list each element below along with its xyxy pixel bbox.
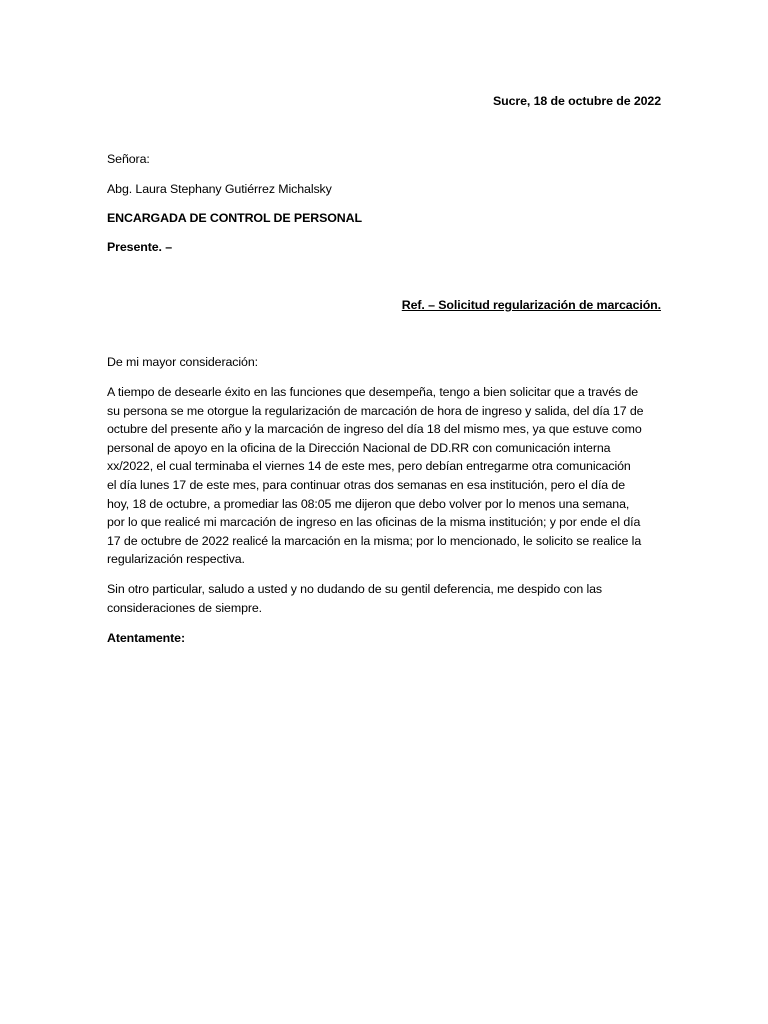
presente-line: Presente. – xyxy=(107,240,173,254)
reference-line: Ref. – Solicitud regularización de marcación. xyxy=(401,298,661,312)
body-line: A tiempo de desearle éxito en las funciones que desempeña, tengo a bien solicitar que a través de xyxy=(107,385,639,399)
closing-line: Sin otro particular, saludo a usted y no dudando de su gentil deferencia, me despido con las xyxy=(107,582,603,596)
signoff-line: Atentamente: xyxy=(107,631,185,645)
body-line: regularización respectiva. xyxy=(107,552,245,567)
body-line: octubre del presente año y la marcación de ingreso del día 18 del mismo mes, ya que estuve como xyxy=(107,422,642,437)
body-line: hoy, 18 de octubre, a promediar las 08:05 me dijeron que debo volver por lo menos una semana, xyxy=(107,496,630,511)
greeting-line: De mi mayor consideración: xyxy=(107,355,258,369)
salutation-title: Señora: xyxy=(107,152,150,166)
body-paragraph xyxy=(107,383,664,569)
closing-paragraph xyxy=(107,580,664,617)
closing-line: consideraciones de siempre. xyxy=(107,600,263,615)
body-line: su persona se me otorgue la regularización de marcación de hora de ingreso y salida, del día 17 de xyxy=(107,403,644,418)
body-line: por lo que realicé mi marcación de ingreso en las oficinas de la misma institución; y por ende el día xyxy=(107,515,641,530)
body-line: personal de apoyo en la oficina de la Dirección Nacional de DD.RR con comunicación interna xyxy=(107,440,611,455)
letter-date: Sucre, 18 de octubre de 2022 xyxy=(493,94,661,108)
recipient-name: Abg. Laura Stephany Gutiérrez Michalsky xyxy=(107,182,332,196)
body-line: el día lunes 17 de este mes, para continuar otras dos semanas en esa institución, pero el día de xyxy=(107,477,626,492)
body-line: 17 de octubre de 2022 realicé la marcación en la misma; por lo mencionado, le solicito se realice la xyxy=(107,533,642,548)
body-line: xx/2022, el cual terminaba el viernes 14 de este mes, pero debían entregarme otra comunicación xyxy=(107,459,631,474)
recipient-position: ENCARGADA DE CONTROL DE PERSONAL xyxy=(107,211,362,225)
